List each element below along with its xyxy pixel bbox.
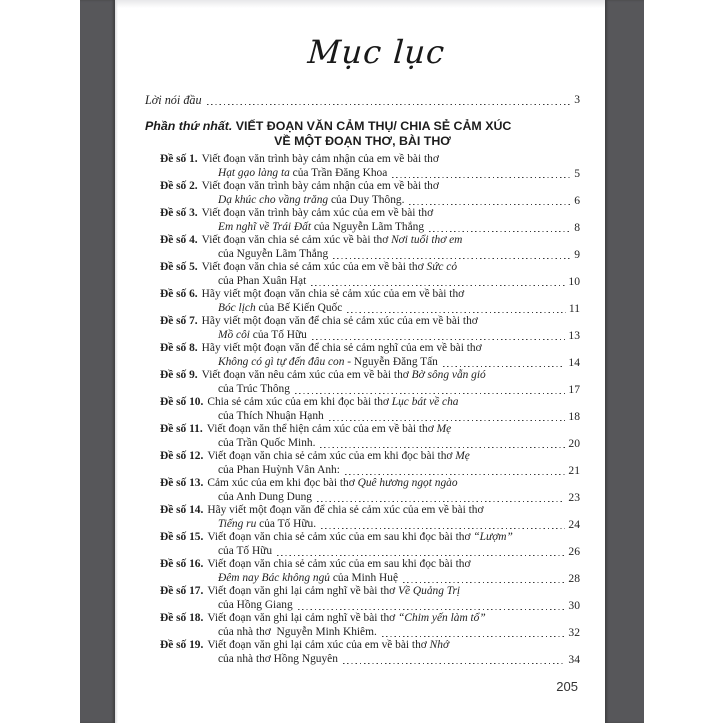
dot-leader — [409, 202, 571, 205]
toc-entry-continuation — [218, 626, 377, 640]
toc-entry-line1 — [145, 612, 580, 626]
toc-entry-page: 11 — [568, 301, 580, 315]
text-segment: Viết đoạn văn chia sẻ cảm xúc của em về bài thơ — [201, 261, 427, 273]
toc-title: Mục lục — [306, 33, 447, 71]
toc-entry-number: Đề số 11. — [160, 423, 203, 435]
toc-entry-line1 — [145, 423, 580, 437]
toc-entry-line1 — [145, 585, 580, 599]
toc-entry-number: Đề số 12. — [160, 450, 204, 462]
toc-entry-number: Đề số 2. — [160, 180, 198, 192]
foreword-label: Lời nói đầu — [145, 93, 202, 107]
dot-leader — [443, 364, 566, 367]
toc-entry-page: 26 — [568, 544, 580, 558]
text-segment: Viết đoạn văn chia sẻ cảm xúc của em sau khi đọc bài thơ — [207, 558, 471, 570]
text-segment: Không có gì tự đến đâu con — [218, 355, 345, 368]
toc-entry-continuation — [218, 464, 340, 478]
toc-entry-line1 — [145, 207, 580, 221]
toc-entry-number: Đề số 7. — [160, 315, 198, 327]
toc-entry-line1 — [145, 639, 580, 653]
text-segment: Quê hương ngọt ngào — [357, 477, 458, 489]
toc-entry-line1 — [145, 450, 580, 464]
toc-entry-number: Đề số 17. — [160, 585, 204, 597]
toc-entry-number: Đề số 10. — [160, 396, 204, 408]
toc-entry-line2 — [145, 545, 580, 559]
toc-entry-page: 14 — [568, 355, 580, 369]
toc-entry — [145, 504, 580, 531]
text-segment: của Tố Hữu — [218, 544, 273, 557]
toc-entry-number: Đề số 4. — [160, 234, 198, 246]
toc-entry-page: 13 — [568, 328, 580, 342]
text-segment: Viết đoạn văn thể hiện cảm xúc của em về bài thơ — [206, 423, 437, 435]
toc-entry-page: 6 — [574, 193, 580, 207]
toc-entry — [145, 342, 580, 369]
toc-entry-continuation — [218, 356, 438, 370]
toc-entry — [145, 477, 580, 504]
toc-entry-line1 — [145, 315, 580, 329]
toc-entry-line1 — [145, 153, 580, 167]
text-segment: Hãy viết một đoạn văn để chia sẻ cảm nghĩ của em về bài thơ — [201, 342, 482, 354]
toc-entry-line1 — [145, 558, 580, 572]
text-segment: Về Quảng Trị — [398, 585, 461, 597]
toc-entry-line2 — [145, 599, 580, 613]
toc-entry-line1 — [145, 261, 580, 275]
text-segment: Hãy viết một đoạn văn để chia sẻ cảm xúc của em về bài thơ — [207, 504, 484, 516]
text-segment: Nhớ — [429, 639, 450, 651]
toc-entry-line2 — [145, 653, 580, 667]
text-segment: của Nguyễn Lãm Thắng — [218, 247, 329, 260]
text-segment: Hãy viết một đoạn văn để chia sẻ cảm xúc của em về bài thơ — [201, 315, 478, 327]
text-segment: Mẹ — [455, 450, 470, 462]
toc-entry-line1 — [145, 180, 580, 194]
dot-leader — [207, 102, 572, 105]
text-segment: Viết đoạn văn ghi lại cảm nghĩ về bài thơ — [207, 612, 399, 624]
dot-leader — [295, 391, 565, 394]
dot-leader — [298, 607, 566, 610]
toc-entry-line2 — [145, 194, 580, 208]
text-segment: của Hồng Giang — [218, 598, 293, 611]
toc-entry — [145, 639, 580, 666]
text-segment: của Trần Quốc Minh. — [218, 436, 316, 449]
dot-leader — [312, 337, 566, 340]
toc-entry — [145, 207, 580, 234]
photo-left-border — [80, 0, 115, 723]
toc-entry-number: Đề số 9. — [160, 369, 198, 381]
text-segment: Bóc lịch — [218, 301, 256, 314]
toc-entry — [145, 153, 580, 180]
text-segment: Viết đoạn văn chia sẻ cảm xúc của em sau khi đọc bài thơ — [207, 531, 474, 543]
toc-entry-line2 — [145, 437, 580, 451]
toc-entry-line2 — [145, 410, 580, 424]
dot-leader — [392, 175, 571, 178]
dot-leader — [403, 580, 565, 583]
toc-entry-continuation — [218, 572, 398, 586]
text-segment: Viết đoạn văn nêu cảm xúc của em về bài thơ — [201, 369, 412, 381]
text-segment: Viết đoạn văn ghi lại cảm xúc của em về bài thơ — [207, 639, 430, 651]
photo-right-border — [605, 0, 644, 723]
toc-content — [145, 0, 580, 694]
text-segment: của Bế Kiến Quốc — [255, 301, 343, 314]
toc-entry-number: Đề số 13. — [160, 477, 204, 489]
dot-leader — [347, 310, 566, 313]
text-segment: Mẹ — [436, 423, 452, 435]
toc-entry — [145, 234, 580, 261]
toc-entry-line1 — [145, 234, 580, 248]
text-segment: Lục bát về cha — [391, 396, 459, 408]
text-segment: Bờ sông vẫn gió — [411, 369, 486, 381]
text-segment: của Minh Huệ — [329, 571, 398, 584]
toc-entry-number: Đề số 15. — [160, 531, 204, 543]
text-segment: của Thích Nhuận Hạnh — [218, 409, 324, 422]
toc-entry-continuation — [218, 248, 328, 262]
toc-entry-page: 5 — [574, 166, 580, 180]
dot-leader — [321, 526, 565, 529]
toc-entry-line2 — [145, 491, 580, 505]
text-segment: của Trúc Thông — [218, 382, 290, 395]
section-prefix: Phần thứ nhất. — [145, 119, 233, 133]
toc-entry-continuation — [218, 221, 424, 235]
toc-entry-page: 34 — [568, 652, 580, 666]
text-segment: “Lượm” — [473, 531, 513, 543]
section-title-part: VIẾT ĐOẠN VĂN CẢM THỤ/ CHIA SẺ CẢM XÚC — [232, 119, 512, 133]
text-segment: “Chim yến làm tổ” — [398, 612, 486, 624]
toc-entry-line2 — [145, 248, 580, 262]
toc-entry-page: 32 — [568, 625, 580, 639]
toc-entries — [145, 153, 580, 666]
toc-entry-continuation — [218, 275, 306, 289]
toc-entry — [145, 585, 580, 612]
toc-entry-number: Đề số 5. — [160, 261, 198, 273]
text-segment: của Phan Huỳnh Vân Anh: — [218, 463, 340, 476]
text-segment: Chia sẻ cảm xúc của em khi đọc bài thơ — [207, 396, 392, 408]
toc-entry-line1 — [145, 369, 580, 383]
toc-entry-continuation — [218, 329, 307, 343]
toc-entry-page: 30 — [568, 598, 580, 612]
dot-leader — [320, 445, 565, 448]
toc-entry-number: Đề số 18. — [160, 612, 204, 624]
text-segment: của Trần Đăng Khoa — [289, 166, 388, 179]
section-heading — [145, 119, 580, 148]
text-segment: của nhà thơ Hồng Nguyên — [218, 652, 338, 665]
dot-leader — [333, 256, 571, 259]
toc-entry-page: 9 — [574, 247, 580, 261]
foreword-row — [145, 93, 580, 107]
toc-entry-continuation — [218, 383, 290, 397]
text-segment: Viết đoạn văn trình bày cảm xúc của em về bài thơ — [201, 207, 434, 219]
text-segment: Viết đoạn văn chia sẻ cảm xúc của em khi đọc bài thơ — [207, 450, 456, 462]
toc-entry-number: Đề số 3. — [160, 207, 198, 219]
section-heading-line1 — [145, 119, 580, 134]
text-segment: Nơi tuổi thơ em — [391, 234, 463, 246]
toc-entry — [145, 396, 580, 423]
toc-entry-number: Đề số 14. — [160, 504, 204, 516]
toc-entry-line1 — [145, 396, 580, 410]
text-segment: Tiếng ru — [218, 517, 257, 530]
text-segment: Đêm nay Bác không ngủ — [218, 571, 330, 584]
toc-entry-line2 — [145, 383, 580, 397]
section-heading-line2: VỀ MỘT ĐOẠN THƠ, BÀI THƠ — [274, 133, 451, 148]
dot-leader — [317, 499, 565, 502]
toc-entry-page: 17 — [568, 382, 580, 396]
dot-leader — [311, 283, 565, 286]
toc-entry-page: 23 — [568, 490, 580, 504]
book-page-number: 205 — [556, 679, 578, 694]
toc-entry-line2 — [145, 464, 580, 478]
toc-entry-line1 — [145, 477, 580, 491]
toc-entry — [145, 423, 580, 450]
toc-entry-line2 — [145, 221, 580, 235]
toc-entry-line1 — [145, 531, 580, 545]
toc-entry-page: 28 — [568, 571, 580, 585]
toc-entry-number: Đề số 19. — [160, 639, 204, 651]
toc-entry — [145, 369, 580, 396]
dot-leader — [429, 229, 571, 232]
text-segment: của Tố Hữu. — [256, 517, 317, 530]
toc-entry — [145, 612, 580, 639]
text-segment: của Phan Xuân Hạt — [218, 274, 307, 287]
text-segment: của Anh Dung Dung — [218, 490, 312, 503]
toc-entry-continuation — [218, 167, 387, 181]
toc-entry-number: Đề số 8. — [160, 342, 198, 354]
dot-leader — [343, 661, 566, 664]
dot-leader — [382, 634, 566, 637]
text-segment: của Tố Hữu — [249, 328, 307, 341]
toc-entry-line1 — [145, 342, 580, 356]
text-segment: Viết đoạn văn chia sẻ cảm xúc về bài thơ — [201, 234, 392, 246]
text-segment: - Nguyễn Đăng Tấn — [344, 355, 438, 368]
toc-entry-continuation — [218, 410, 324, 424]
toc-entry-line2 — [145, 572, 580, 586]
text-segment: Viết đoạn văn ghi lại cảm nghĩ về bài thơ — [207, 585, 399, 597]
toc-entry — [145, 531, 580, 558]
toc-entry-line2 — [145, 302, 580, 316]
foreword-page: 3 — [574, 93, 580, 106]
toc-entry — [145, 288, 580, 315]
text-segment: Em nghĩ về Trái Đất — [218, 220, 312, 233]
toc-entry-number: Đề số 16. — [160, 558, 204, 570]
toc-entry-continuation — [218, 302, 342, 316]
text-segment: Hãy viết một đoạn văn chia sẻ cảm xúc của em về bài thơ — [201, 288, 465, 300]
toc-entry-continuation — [218, 491, 312, 505]
toc-entry-continuation — [218, 599, 293, 613]
toc-entry-page: 18 — [568, 409, 580, 423]
toc-entry-line2 — [145, 518, 580, 532]
dot-leader — [277, 553, 565, 556]
toc-entry-line2 — [145, 356, 580, 370]
dot-leader — [345, 472, 565, 475]
toc-entry — [145, 261, 580, 288]
text-segment: của Nguyễn Lãm Thắng — [311, 220, 425, 233]
toc-entry-line2 — [145, 275, 580, 289]
dot-leader — [329, 418, 566, 421]
book-page — [115, 0, 605, 723]
toc-entry-page: 24 — [568, 517, 580, 531]
toc-entry — [145, 450, 580, 477]
toc-entry-line2 — [145, 329, 580, 343]
toc-entry — [145, 180, 580, 207]
toc-entry-page: 20 — [568, 436, 580, 450]
text-segment: của nhà thơ Nguyễn Minh Khiêm. — [218, 625, 377, 638]
text-segment: Hạt gạo làng ta — [218, 166, 290, 179]
toc-entry-line2 — [145, 626, 580, 640]
toc-entry-page: 8 — [574, 220, 580, 234]
text-segment: của Duy Thông. — [328, 193, 405, 206]
toc-entry-continuation — [218, 518, 316, 532]
toc-entry-continuation — [218, 653, 338, 667]
toc-entry-page: 21 — [568, 463, 580, 477]
toc-entry-continuation — [218, 545, 272, 559]
text-segment: Sức cỏ — [426, 261, 458, 273]
toc-entry — [145, 315, 580, 342]
toc-entry-number: Đề số 1. — [160, 153, 198, 165]
toc-entry-line2 — [145, 167, 580, 181]
text-segment: Cảm xúc của em khi đọc bài thơ — [207, 477, 358, 489]
text-segment: Viết đoạn văn trình bày cảm nhận của em về bài thơ — [201, 180, 439, 192]
toc-entry-continuation — [218, 437, 315, 451]
toc-entry-continuation — [218, 194, 404, 208]
toc-entry-line1 — [145, 504, 580, 518]
toc-entry — [145, 558, 580, 585]
text-segment: Dạ khúc cho vầng trăng — [218, 193, 329, 206]
toc-entry-number: Đề số 6. — [160, 288, 198, 300]
toc-entry-line1 — [145, 288, 580, 302]
text-segment: Viết đoạn văn trình bày cảm nhận của em về bài thơ — [201, 153, 439, 165]
toc-entry-page: 10 — [568, 274, 580, 288]
text-segment: Mồ côi — [218, 328, 250, 341]
